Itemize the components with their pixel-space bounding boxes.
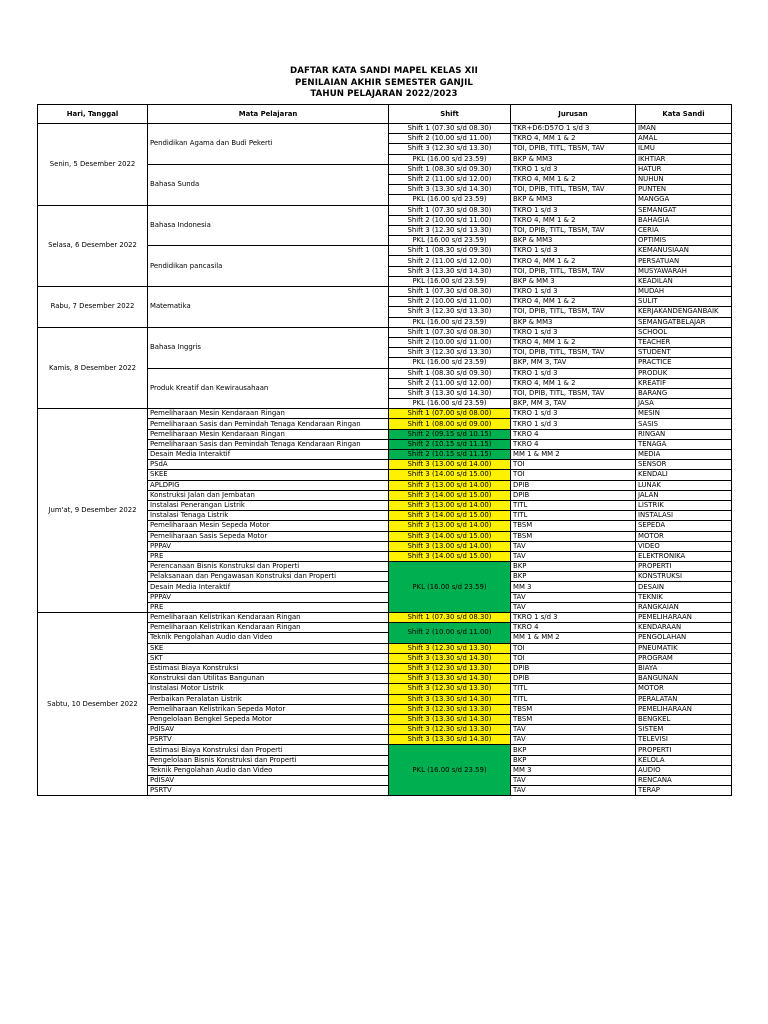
- major-cell: BKP: [511, 745, 636, 755]
- subject-cell: Pengelolaan Bengkel Sepeda Motor: [148, 714, 389, 724]
- shift-cell: Shift 2 (09.15 s/d 10.15): [389, 429, 511, 439]
- password-cell: ELEKTRONIKA: [636, 551, 732, 561]
- day-cell: Selasa, 6 Desember 2022: [38, 205, 148, 287]
- subject-cell: Matematika: [148, 287, 389, 328]
- major-cell: DPIB: [511, 674, 636, 684]
- header-password: Kata Sandi: [636, 105, 732, 124]
- shift-cell: Shift 3 (12.30 s/d 13.30): [389, 725, 511, 735]
- shift-cell: Shift 3 (14.00 s/d 15.00): [389, 551, 511, 561]
- shift-cell: Shift 2 (11.00 s/d 12.00): [389, 174, 511, 184]
- subject-cell: Pemeliharaan Sasis Sepeda Motor: [148, 531, 389, 541]
- shift-cell: Shift 3 (13.30 s/d 14.30): [389, 653, 511, 663]
- major-cell: MM 1 & MM 2: [511, 633, 636, 643]
- major-cell: BKP: [511, 562, 636, 572]
- password-cell: PNEUMATIK: [636, 643, 732, 653]
- major-cell: BKP, MM 3, TAV: [511, 399, 636, 409]
- subject-cell: Estimasi Biaya Konstruksi dan Properti: [148, 745, 389, 755]
- shift-cell: Shift 3 (12.30 s/d 13.30): [389, 663, 511, 673]
- shift-cell: Shift 3 (13.30 s/d 14.30): [389, 674, 511, 684]
- shift-cell: Shift 3 (13.30 s/d 14.30): [389, 185, 511, 195]
- major-cell: BKP & MM3: [511, 154, 636, 164]
- shift-cell: Shift 2 (10.15 s/d 11.15): [389, 439, 511, 449]
- major-cell: BKP & MM3: [511, 236, 636, 246]
- shift-cell: PKL (16.00 s/d 23.59): [389, 276, 511, 286]
- subject-cell: Instalasi Tenaga Listrik: [148, 511, 389, 521]
- password-cell: KENDARAAN: [636, 623, 732, 633]
- password-cell: KERJAKANDENGANBAIK: [636, 307, 732, 317]
- password-cell: KREATIF: [636, 378, 732, 388]
- major-cell: TITL: [511, 694, 636, 704]
- subject-cell: Bahasa Inggris: [148, 327, 389, 368]
- shift-cell: PKL (16.00 s/d 23.59): [389, 154, 511, 164]
- subject-cell: Pemeliharaan Sasis dan Pemindah Tenaga Kendaraan Ringan: [148, 419, 389, 429]
- password-cell: AMAL: [636, 134, 732, 144]
- major-cell: BKP: [511, 755, 636, 765]
- password-cell: MOTOR: [636, 531, 732, 541]
- password-cell: SEMANGAT: [636, 205, 732, 215]
- shift-cell: Shift 3 (12.30 s/d 13.30): [389, 144, 511, 154]
- password-cell: OPTIMIS: [636, 236, 732, 246]
- major-cell: TKRO 1 s/d 3: [511, 205, 636, 215]
- major-cell: TAV: [511, 551, 636, 561]
- shift-cell: Shift 3 (12.30 s/d 13.30): [389, 348, 511, 358]
- subject-cell: Teknik Pengolahan Audio dan Video: [148, 765, 389, 775]
- major-cell: TBSM: [511, 714, 636, 724]
- shift-cell: PKL (16.00 s/d 23.59): [389, 399, 511, 409]
- major-cell: TOI, DPIB, TITL, TBSM, TAV: [511, 225, 636, 235]
- password-cell: JASA: [636, 399, 732, 409]
- major-cell: TAV: [511, 735, 636, 745]
- password-cell: KELOLA: [636, 755, 732, 765]
- subject-cell: Teknik Pengolahan Audio dan Video: [148, 633, 389, 643]
- password-cell: BENGKEL: [636, 714, 732, 724]
- shift-cell: Shift 3 (12.30 s/d 13.30): [389, 225, 511, 235]
- password-cell: PROPERTI: [636, 745, 732, 755]
- subject-cell: Desain Media Interaktif: [148, 450, 389, 460]
- subject-cell: PSRTV: [148, 786, 389, 796]
- major-cell: TKRO 1 s/d 3: [511, 246, 636, 256]
- table-row: [38, 409, 732, 419]
- password-cell: PRODUK: [636, 368, 732, 378]
- major-cell: TOI, DPIB, TITL, TBSM, TAV: [511, 185, 636, 195]
- password-cell: MANGGA: [636, 195, 732, 205]
- major-cell: TBSM: [511, 704, 636, 714]
- password-cell: RANGKAIAN: [636, 602, 732, 612]
- subject-cell: Konstruksi dan Utilitas Bangunan: [148, 674, 389, 684]
- subject-cell: PSRTV: [148, 735, 389, 745]
- password-cell: DESAIN: [636, 582, 732, 592]
- major-cell: BKP & MM3: [511, 195, 636, 205]
- shift-cell: PKL (16.00 s/d 23.59): [389, 236, 511, 246]
- password-cell: BARANG: [636, 388, 732, 398]
- major-cell: TOI, DPIB, TITL, TBSM, TAV: [511, 266, 636, 276]
- password-cell: SULIT: [636, 297, 732, 307]
- shift-cell: Shift 3 (13.30 s/d 14.30): [389, 266, 511, 276]
- shift-cell: Shift 2 (11.00 s/d 12.00): [389, 378, 511, 388]
- subject-cell: APLDPIG: [148, 480, 389, 490]
- password-cell: LUNAK: [636, 480, 732, 490]
- major-cell: BKP: [511, 572, 636, 582]
- document-title-line: PENILAIAN AKHIR SEMESTER GANJIL: [295, 77, 473, 88]
- shift-cell: Shift 3 (12.30 s/d 13.30): [389, 307, 511, 317]
- major-cell: TKRO 1 s/d 3: [511, 368, 636, 378]
- password-cell: SCHOOL: [636, 327, 732, 337]
- password-cell: PERALATAN: [636, 694, 732, 704]
- major-cell: MM 3: [511, 582, 636, 592]
- password-cell: KENDALI: [636, 470, 732, 480]
- major-cell: TOI: [511, 460, 636, 470]
- password-cell: IKHTIAR: [636, 154, 732, 164]
- major-cell: TOI: [511, 643, 636, 653]
- major-cell: TKRO 4: [511, 439, 636, 449]
- password-cell: KEMANUSIAAN: [636, 246, 732, 256]
- password-cell: PENGOLAHAN: [636, 633, 732, 643]
- day-cell: Kamis, 8 Desember 2022: [38, 327, 148, 409]
- document-title-block: [0, 66, 768, 101]
- document-title-line: DAFTAR KATA SANDI MAPEL KELAS XII: [290, 66, 478, 76]
- password-cell: RINGAN: [636, 429, 732, 439]
- subject-cell: Instalasi Penerangan Listrik: [148, 500, 389, 510]
- major-cell: TKRO 4: [511, 623, 636, 633]
- shift-cell: Shift 1 (08.30 s/d 09.30): [389, 368, 511, 378]
- major-cell: TOI: [511, 653, 636, 663]
- shift-cell: PKL (16.00 s/d 23.59): [389, 358, 511, 368]
- shift-cell: Shift 2 (10.00 s/d 11.00): [389, 623, 511, 643]
- password-cell: MUDAH: [636, 287, 732, 297]
- password-cell: PEMELIHARAAN: [636, 613, 732, 623]
- shift-cell: Shift 2 (11.00 s/d 12.00): [389, 256, 511, 266]
- subject-cell: PPPAV: [148, 592, 389, 602]
- password-cell: TEKNIK: [636, 592, 732, 602]
- major-cell: TAV: [511, 786, 636, 796]
- subject-cell: PSdA: [148, 460, 389, 470]
- password-cell: AUDIO: [636, 765, 732, 775]
- password-cell: TELEVISI: [636, 735, 732, 745]
- major-cell: BKP, MM 3, TAV: [511, 358, 636, 368]
- shift-cell: Shift 3 (13.00 s/d 14.00): [389, 500, 511, 510]
- shift-cell: Shift 1 (08.00 s/d 09.00): [389, 419, 511, 429]
- password-cell: NUHUN: [636, 174, 732, 184]
- password-cell: VIDEO: [636, 541, 732, 551]
- table-row: [38, 205, 732, 215]
- password-cell: STUDENT: [636, 348, 732, 358]
- subject-cell: SKE: [148, 643, 389, 653]
- password-cell: BIAYA: [636, 663, 732, 673]
- password-cell: TERAP: [636, 786, 732, 796]
- major-cell: TITL: [511, 500, 636, 510]
- major-cell: DPIB: [511, 663, 636, 673]
- shift-cell: Shift 3 (13.00 s/d 14.00): [389, 521, 511, 531]
- subject-cell: Produk Kreatif dan Kewirausahaan: [148, 368, 389, 409]
- major-cell: TKRO 4, MM 1 & 2: [511, 174, 636, 184]
- subject-cell: Instalasi Motor Listrik: [148, 684, 389, 694]
- password-cell: PROPERTI: [636, 562, 732, 572]
- shift-cell: Shift 3 (14.00 s/d 15.00): [389, 490, 511, 500]
- password-cell: HATUR: [636, 164, 732, 174]
- major-cell: TKRO 4, MM 1 & 2: [511, 215, 636, 225]
- major-cell: TKRO 4, MM 1 & 2: [511, 134, 636, 144]
- major-cell: TKRO 1 s/d 3: [511, 419, 636, 429]
- shift-cell: Shift 3 (13.30 s/d 14.30): [389, 714, 511, 724]
- major-cell: TKRO 4, MM 1 & 2: [511, 337, 636, 347]
- major-cell: TOI: [511, 470, 636, 480]
- shift-cell: Shift 1 (07.30 s/d 08.30): [389, 613, 511, 623]
- table-row: [38, 327, 732, 337]
- major-cell: TBSM: [511, 521, 636, 531]
- shift-cell: PKL (16.00 s/d 23.59): [389, 745, 511, 796]
- password-cell: BANGUNAN: [636, 674, 732, 684]
- major-cell: TKRO 4, MM 1 & 2: [511, 256, 636, 266]
- subject-cell: Bahasa Indonesia: [148, 205, 389, 246]
- shift-cell: Shift 3 (12.30 s/d 13.30): [389, 704, 511, 714]
- subject-cell: SKT: [148, 653, 389, 663]
- password-cell: SEMANGATBELAJAR: [636, 317, 732, 327]
- major-cell: TKRO 4, MM 1 & 2: [511, 297, 636, 307]
- password-cell: IMAN: [636, 124, 732, 134]
- password-cell: BAHAGIA: [636, 215, 732, 225]
- major-cell: TKR+D6:D57O 1 s/d 3: [511, 124, 636, 134]
- password-cell: LISTRIK: [636, 500, 732, 510]
- shift-cell: Shift 1 (07.30 s/d 08.30): [389, 287, 511, 297]
- subject-cell: Pelaksanaan dan Pengawasan Konstruksi dan Properti: [148, 572, 389, 582]
- subject-cell: Pemeliharaan Kelistrikan Sepeda Motor: [148, 704, 389, 714]
- password-cell: MUSYAWARAH: [636, 266, 732, 276]
- password-cell: SASIS: [636, 419, 732, 429]
- shift-cell: Shift 3 (14.00 s/d 15.00): [389, 470, 511, 480]
- shift-cell: Shift 3 (13.30 s/d 14.30): [389, 735, 511, 745]
- shift-cell: Shift 3 (12.30 s/d 13.30): [389, 643, 511, 653]
- shift-cell: Shift 2 (10.00 s/d 11.00): [389, 215, 511, 225]
- subject-cell: Pendidikan pancasila: [148, 246, 389, 287]
- password-cell: JALAN: [636, 490, 732, 500]
- major-cell: TOI, DPIB, TITL, TBSM, TAV: [511, 388, 636, 398]
- day-cell: Sabtu, 10 Desember 2022: [38, 613, 148, 796]
- shift-cell: Shift 3 (12.30 s/d 13.30): [389, 684, 511, 694]
- shift-cell: Shift 1 (08.30 s/d 09.30): [389, 164, 511, 174]
- subject-cell: PRE: [148, 602, 389, 612]
- password-cell: PERSATUAN: [636, 256, 732, 266]
- major-cell: DPIB: [511, 480, 636, 490]
- shift-cell: Shift 1 (07.30 s/d 08.30): [389, 327, 511, 337]
- major-cell: TAV: [511, 541, 636, 551]
- shift-cell: Shift 1 (07.00 s/d 08.00): [389, 409, 511, 419]
- password-cell: SEPEDA: [636, 521, 732, 531]
- subject-cell: Perbaikan Peralatan Listrik: [148, 694, 389, 704]
- major-cell: TAV: [511, 592, 636, 602]
- password-cell: SISTEM: [636, 725, 732, 735]
- shift-cell: Shift 2 (10.00 s/d 11.00): [389, 337, 511, 347]
- password-cell: PUNTEN: [636, 185, 732, 195]
- subject-cell: PdISAV: [148, 725, 389, 735]
- major-cell: BKP & MM 3: [511, 276, 636, 286]
- subject-cell: Konstruksi Jalan dan Jembatan: [148, 490, 389, 500]
- password-cell: PEMELIHARAAN: [636, 704, 732, 714]
- major-cell: TAV: [511, 776, 636, 786]
- password-cell: MEDIA: [636, 450, 732, 460]
- password-cell: PROGRAM: [636, 653, 732, 663]
- major-cell: TITL: [511, 684, 636, 694]
- major-cell: TKRO 1 s/d 3: [511, 164, 636, 174]
- password-cell: PRACTICE: [636, 358, 732, 368]
- password-cell: KONSTRUKSI: [636, 572, 732, 582]
- major-cell: TAV: [511, 602, 636, 612]
- subject-cell: Pemeliharaan Mesin Kendaraan Ringan: [148, 429, 389, 439]
- shift-cell: Shift 2 (10.15 s/d 11.15): [389, 450, 511, 460]
- shift-cell: Shift 3 (14.00 s/d 15.00): [389, 531, 511, 541]
- major-cell: TOI, DPIB, TITL, TBSM, TAV: [511, 307, 636, 317]
- shift-cell: Shift 3 (13.00 s/d 14.00): [389, 480, 511, 490]
- major-cell: TOI, DPIB, TITL, TBSM, TAV: [511, 144, 636, 154]
- password-cell: CERIA: [636, 225, 732, 235]
- subject-cell: Pemeliharaan Mesin Kendaraan Ringan: [148, 409, 389, 419]
- subject-cell: Estimasi Biaya Konstruksi: [148, 663, 389, 673]
- shift-cell: Shift 3 (13.30 s/d 14.30): [389, 694, 511, 704]
- major-cell: TKRO 1 s/d 3: [511, 613, 636, 623]
- subject-cell: Pemeliharaan Kelistrikan Kendaraan Ringan: [148, 613, 389, 623]
- subject-cell: SKEE: [148, 470, 389, 480]
- subject-cell: PPPAV: [148, 541, 389, 551]
- subject-cell: Pendidikan Agama dan Budi Pekerti: [148, 124, 389, 165]
- table-header-row: [38, 105, 732, 124]
- subject-cell: Pemeliharaan Sasis dan Pemindah Tenaga Kendaraan Ringan: [148, 439, 389, 449]
- shift-cell: PKL (16.00 s/d 23.59): [389, 562, 511, 613]
- major-cell: MM 3: [511, 765, 636, 775]
- header-subject: Mata Pelajaran: [148, 105, 389, 124]
- subject-cell: Desain Media Interaktif: [148, 582, 389, 592]
- password-cell: INSTALASI: [636, 511, 732, 521]
- day-cell: Jum'at, 9 Desember 2022: [38, 409, 148, 613]
- shift-cell: Shift 3 (14.00 s/d 15.00): [389, 511, 511, 521]
- password-schedule-table: [37, 104, 732, 796]
- shift-cell: Shift 1 (08.30 s/d 09.30): [389, 246, 511, 256]
- subject-cell: PRE: [148, 551, 389, 561]
- major-cell: BKP & MM3: [511, 317, 636, 327]
- major-cell: TITL: [511, 511, 636, 521]
- header-day: Hari, Tanggal: [38, 105, 148, 124]
- shift-cell: Shift 3 (13.00 s/d 14.00): [389, 460, 511, 470]
- shift-cell: PKL (16.00 s/d 23.59): [389, 317, 511, 327]
- major-cell: TAV: [511, 725, 636, 735]
- password-cell: KEADILAN: [636, 276, 732, 286]
- table-row: [38, 124, 732, 134]
- shift-cell: Shift 2 (10.00 s/d 11.00): [389, 134, 511, 144]
- shift-cell: Shift 1 (07.30 s/d 08.30): [389, 124, 511, 134]
- document-title-line: TAHUN PELAJARAN 2022/2023: [310, 89, 458, 99]
- subject-cell: Pemeliharaan Kelistrikan Kendaraan Ringan: [148, 623, 389, 633]
- password-cell: MESIN: [636, 409, 732, 419]
- header-major: Jurusan: [511, 105, 636, 124]
- major-cell: MM 1 & MM 2: [511, 450, 636, 460]
- major-cell: TKRO 1 s/d 3: [511, 327, 636, 337]
- major-cell: TKRO 4, MM 1 & 2: [511, 378, 636, 388]
- password-cell: TEACHER: [636, 337, 732, 347]
- table-row: [38, 613, 732, 623]
- subject-cell: Perencanaan Bisnis Konstruksi dan Properti: [148, 562, 389, 572]
- shift-cell: Shift 2 (10.00 s/d 11.00): [389, 297, 511, 307]
- day-cell: Senin, 5 Desember 2022: [38, 124, 148, 206]
- shift-cell: Shift 3 (13.00 s/d 14.00): [389, 541, 511, 551]
- subject-cell: PdISAV: [148, 776, 389, 786]
- shift-cell: PKL (16.00 s/d 23.59): [389, 195, 511, 205]
- major-cell: TBSM: [511, 531, 636, 541]
- password-cell: SENSOR: [636, 460, 732, 470]
- password-cell: TENAGA: [636, 439, 732, 449]
- major-cell: TKRO 1 s/d 3: [511, 287, 636, 297]
- day-cell: Rabu, 7 Desember 2022: [38, 287, 148, 328]
- shift-cell: Shift 3 (13.30 s/d 14.30): [389, 388, 511, 398]
- shift-cell: Shift 1 (07.30 s/d 08.30): [389, 205, 511, 215]
- major-cell: TOI, DPIB, TITL, TBSM, TAV: [511, 348, 636, 358]
- password-cell: ILMU: [636, 144, 732, 154]
- major-cell: TKRO 4: [511, 429, 636, 439]
- password-cell: MOTOR: [636, 684, 732, 694]
- subject-cell: Pengelolaan Bisnis Konstruksi dan Properti: [148, 755, 389, 765]
- table-row: [38, 287, 732, 297]
- subject-cell: Bahasa Sunda: [148, 164, 389, 205]
- major-cell: TKRO 1 s/d 3: [511, 409, 636, 419]
- header-shift: Shift: [389, 105, 511, 124]
- password-cell: RENCANA: [636, 776, 732, 786]
- major-cell: DPIB: [511, 490, 636, 500]
- subject-cell: Pemeliharaan Mesin Sepeda Motor: [148, 521, 389, 531]
- table-body: [38, 124, 732, 796]
